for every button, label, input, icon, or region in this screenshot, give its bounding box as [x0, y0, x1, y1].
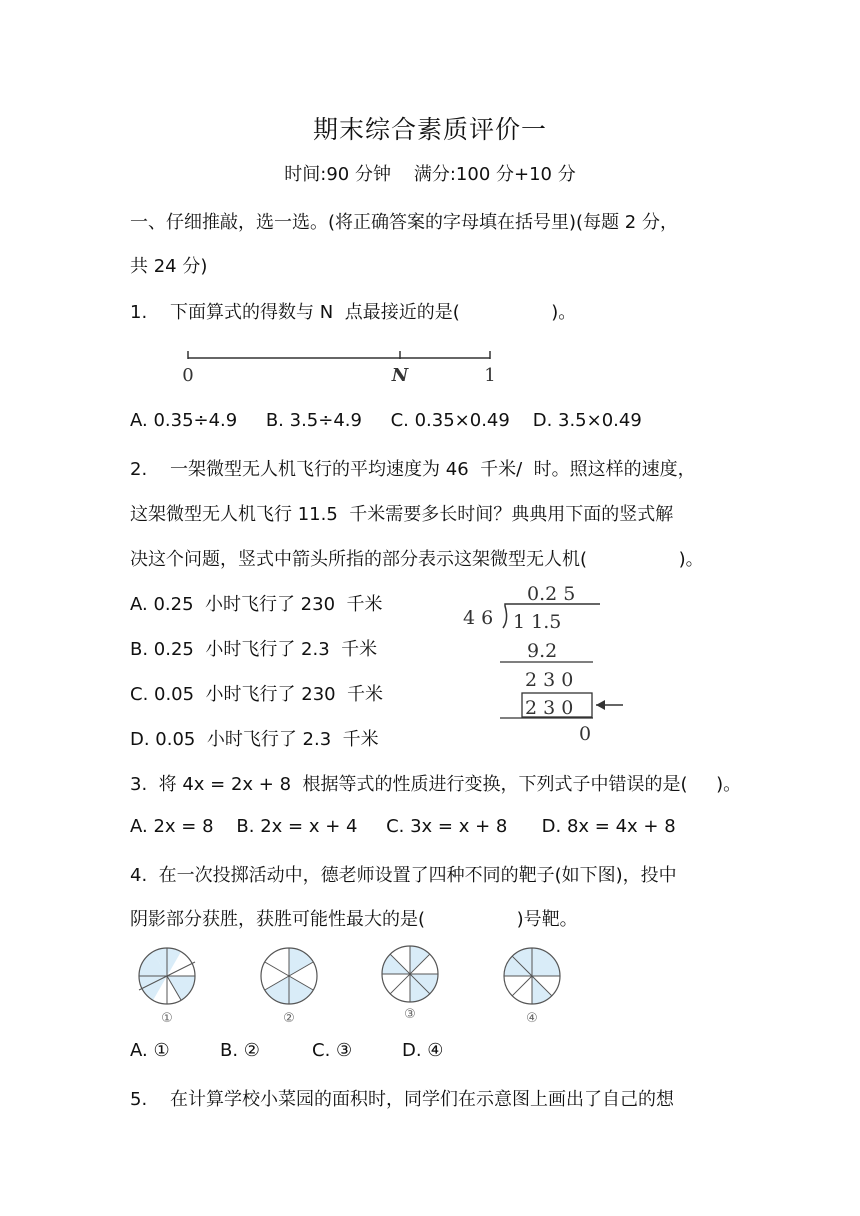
q2-stem-line2: 这架微型无人机飞行 11.5 千米需要多长时间？典典用下面的竖式解 — [130, 504, 674, 525]
q2-stem-line1: 2. 一架微型无人机飞行的平均速度为 46 千米/ 时。照这样的速度， — [130, 459, 696, 480]
q2-stem-line3: 决这个问题，竖式中箭头所指的部分表示这架微型无人机( )。 — [130, 549, 704, 570]
number-line-figure — [180, 345, 510, 390]
q3-options: A. 2x = 8 B. 2x = x + 4 C. 3x = x + 8 D. 8x = 4x + 8 — [130, 816, 676, 837]
number-line-label-1: 1 — [484, 365, 496, 386]
q3-stem: 3. 将 4x = 2x + 8 根据等式的性质进行变换，下列式子中错误的是( )。 — [130, 774, 742, 795]
page-title: 期末综合素质评价一 — [312, 115, 547, 144]
arrow-icon — [596, 700, 605, 710]
division-dividend: 1 1.5 — [513, 611, 562, 633]
q4-option-c: C. ③ — [312, 1040, 353, 1061]
q4-stem-line2: 阴影部分获胜，获胜可能性最大的是( )号靶。 — [130, 909, 578, 930]
q2-option-d: D. 0.05 小时飞行了 2.3 千米 — [130, 729, 379, 750]
section1-heading: 一、仔细推敲，选一选。(将正确答案的字母填在括号里)(每题 2 分， — [130, 212, 678, 233]
q1-stem: 1. 下面算式的得数与 N 点最接近的是( )。 — [130, 302, 577, 323]
number-line-label-0: 0 — [182, 365, 194, 386]
q4-option-a: A. ① — [130, 1040, 170, 1061]
division-step3: 2 3 0 — [525, 697, 574, 719]
targets-figure — [125, 938, 585, 1028]
q4-option-d: D. ④ — [402, 1040, 444, 1061]
division-quotient: 0.2 5 — [527, 583, 576, 605]
long-division-figure — [455, 578, 635, 748]
target-3 — [382, 946, 438, 1002]
number-line-label-n: N — [391, 365, 409, 386]
target-label-3: ③ — [404, 1007, 416, 1022]
division-step1: 9.2 — [527, 640, 558, 662]
section1-heading-cont: 共 24 分) — [130, 256, 208, 277]
target-1 — [139, 948, 195, 1004]
target-2 — [261, 948, 317, 1004]
division-remainder: 0 — [579, 723, 592, 745]
q4-stem-line1: 4. 在一次投掷活动中，德老师设置了四种不同的靶子(如下图)，投中 — [130, 865, 677, 886]
division-step2: 2 3 0 — [525, 669, 574, 691]
target-4 — [504, 948, 560, 1004]
q2-option-a: A. 0.25 小时飞行了 230 千米 — [130, 594, 383, 615]
q1-options: A. 0.35÷4.9 B. 3.5÷4.9 C. 0.35×0.49 D. 3.5×0.49 — [130, 410, 642, 431]
division-divisor: 4 6 — [463, 607, 494, 629]
q2-option-b: B. 0.25 小时飞行了 2.3 千米 — [130, 639, 378, 660]
q5-stem-line1: 5. 在计算学校小菜园的面积时，同学们在示意图上画出了自己的想 — [130, 1089, 675, 1110]
target-label-1: ① — [161, 1011, 173, 1026]
target-label-2: ② — [283, 1011, 295, 1026]
target-label-4: ④ — [526, 1011, 538, 1026]
q2-option-c: C. 0.05 小时飞行了 230 千米 — [130, 684, 384, 705]
q4-option-b: B. ② — [220, 1040, 260, 1061]
exam-info: 时间:90 分钟 满分:100 分+10 分 — [284, 164, 576, 185]
